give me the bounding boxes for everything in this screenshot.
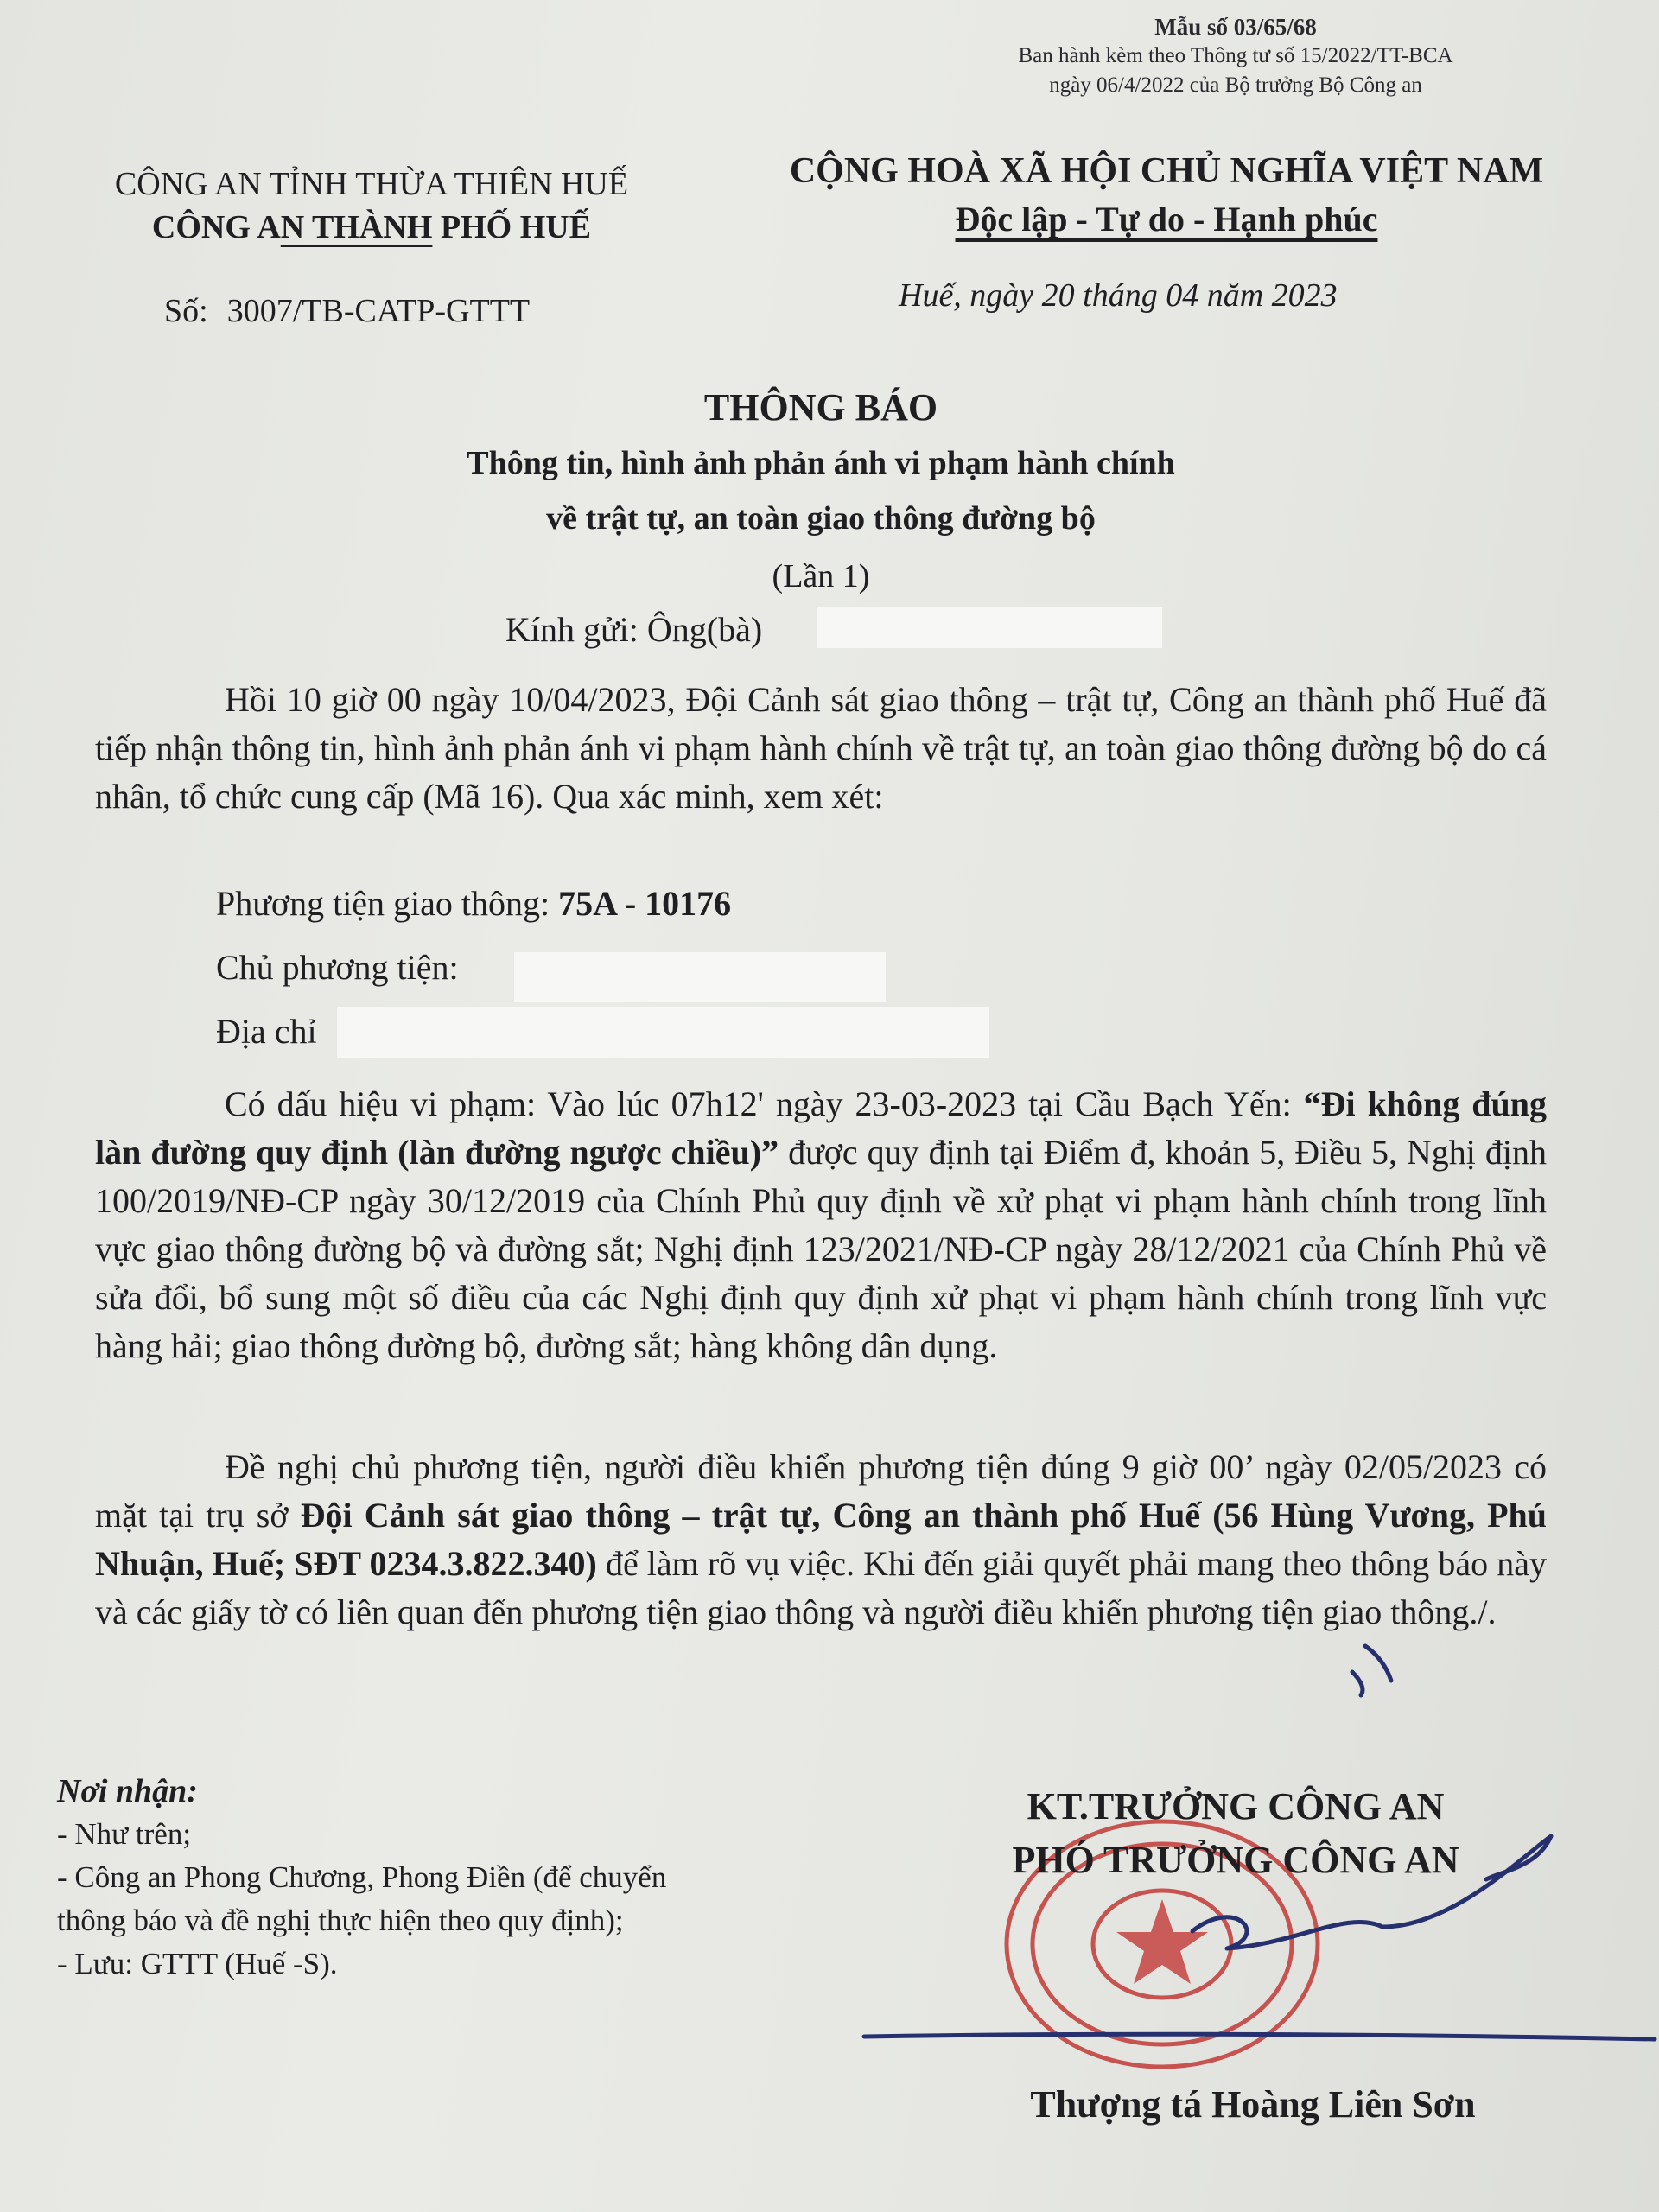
agency-parent: CÔNG AN TỈNH THỪA THIÊN HUẾ bbox=[114, 166, 629, 202]
recipients-item: - Công an Phong Chương, Phong Điền (để chuyển bbox=[57, 1860, 667, 1894]
recipients-block bbox=[57, 1770, 666, 1986]
document-title: THÔNG BÁO bbox=[703, 386, 938, 429]
address-field bbox=[216, 1011, 317, 1052]
recipients-item: - Lưu: GTTT (Huế -S). bbox=[57, 1947, 338, 1980]
notice-count: (Lần 1) bbox=[772, 558, 870, 594]
owner-label: Chủ phương tiện: bbox=[216, 948, 459, 987]
signer-name: Thượng tá Hoàng Liên Sơn bbox=[1030, 2083, 1476, 2126]
address-label: Địa chỉ bbox=[216, 1012, 317, 1051]
recipients-item: - Như trên; bbox=[57, 1817, 192, 1851]
recipients-heading: Nơi nhận: bbox=[57, 1773, 198, 1809]
title-block bbox=[259, 380, 1382, 607]
recipients-item: thông báo và đề nghị thực hiện theo quy định); bbox=[57, 1904, 624, 1937]
recipient-line bbox=[505, 609, 762, 650]
paragraph-violation: Có dấu hiệu vi phạm: Vào lúc 07h12' ngày 23-03-2023 tại Cầu Bạch Yến: “Đi không đúng làn đường quy định (làn đường ngược chiều)” được quy định tại Điểm đ, khoản 5, Điều 5, Nghị định 100/2019/NĐ-CP ngày 30/12/2019 của Chính Phủ quy định về xử phạt vi phạm hành chính trong lĩnh vực giao thông đường bộ và đường sắt; Nghị định 123/2021/NĐ-CP ngày 28/12/2021 của Chính Phủ về sửa đổi, bổ sung một số điều của các Nghị định quy định xử phạt vi phạm hành chính trong lĩnh vực hàng hải; giao thông đường bộ, đường sắt; hàng không dân dụng. bbox=[95, 1084, 1548, 1365]
number-label: Số: bbox=[164, 293, 208, 329]
number-value: 3007/TB-CATP-GTTT bbox=[226, 293, 531, 329]
owner-field bbox=[216, 947, 459, 988]
document-subtitle-1: Thông tin, hình ảnh phản ánh vi phạm hành chính bbox=[467, 445, 1175, 481]
signature-title bbox=[968, 1780, 1503, 1887]
redacted-owner bbox=[514, 952, 886, 1002]
summons-place: Đội Cảnh sát giao thông – trật tự, Công an thành phố Huế (56 Hùng Vương, Phú Nhuận, Huế; SĐT 0234.3.822.340) bbox=[95, 1496, 1547, 1583]
form-reference bbox=[950, 12, 1521, 100]
paragraph-summons: Đề nghị chủ phương tiện, người điều khiển phương tiện đúng 9 giờ 00’ ngày 02/05/2023 có mặt tại trụ sở Đội Cảnh sát giao thông – trật tự, Công an thành phố Huế (56 Hùng Vương, Phú Nhuận, Huế; SĐT 0234.3.822.340) để làm rõ vụ việc. Khi đến giải quyết phải mang theo thông báo này và các giấy tờ có liên quan đến phương tiện giao thông và người điều khiển phương tiện giao thông./. bbox=[95, 1447, 1548, 1631]
document-subtitle-2: về trật tự, an toàn giao thông đường bộ bbox=[546, 500, 1096, 537]
agency-unit: CÔNG AN THÀNH PHỐ HUẾ bbox=[151, 209, 592, 245]
signature-line2: PHÓ TRƯỞNG CÔNG AN bbox=[1012, 1839, 1459, 1881]
vehicle-plate: 75A - 10176 bbox=[558, 884, 732, 923]
form-issued-line1: Ban hành kèm theo Thông tư số 15/2022/TT-BCA bbox=[1018, 44, 1453, 67]
form-code: Mẫu số 03/65/68 bbox=[1154, 14, 1317, 40]
paragraph-receipt: Hồi 10 giờ 00 ngày 10/04/2023, Đội Cảnh sát giao thông – trật tự, Công an thành phố Huế đã tiếp nhận thông tin, hình ảnh phản ánh vi phạm hành chính về trật tự, an toàn giao thông đường bộ do cá nhân, tổ chức cung cấp (Mã 16). Qua xác minh, xem xét: bbox=[95, 680, 1547, 816]
vehicle-label: Phương tiện giao thông: bbox=[216, 884, 550, 923]
vehicle-field bbox=[216, 883, 731, 924]
redacted-recipient-name bbox=[817, 607, 1162, 648]
redacted-address bbox=[337, 1007, 989, 1058]
form-issued-line2: ngày 06/4/2022 của Bộ trưởng Bộ Công an bbox=[1049, 73, 1422, 97]
issuing-agency bbox=[60, 162, 683, 249]
recipient-label: Kính gửi: Ông(bà) bbox=[505, 610, 763, 649]
document-number bbox=[164, 292, 530, 330]
nation-motto: Độc lập - Tự do - Hạnh phúc bbox=[955, 200, 1378, 238]
nation-name: CỘNG HOÀ XÃ HỘI CHỦ NGHĨA VIỆT NAM bbox=[789, 151, 1544, 191]
signature-line1: KT.TRƯỞNG CÔNG AN bbox=[1027, 1785, 1445, 1827]
place-date: Huế, ngày 20 tháng 04 năm 2023 bbox=[899, 277, 1338, 314]
violation-text: “Đi không đúng làn đường quy định (làn đường ngược chiều)” bbox=[95, 1084, 1548, 1172]
national-header bbox=[734, 147, 1599, 244]
